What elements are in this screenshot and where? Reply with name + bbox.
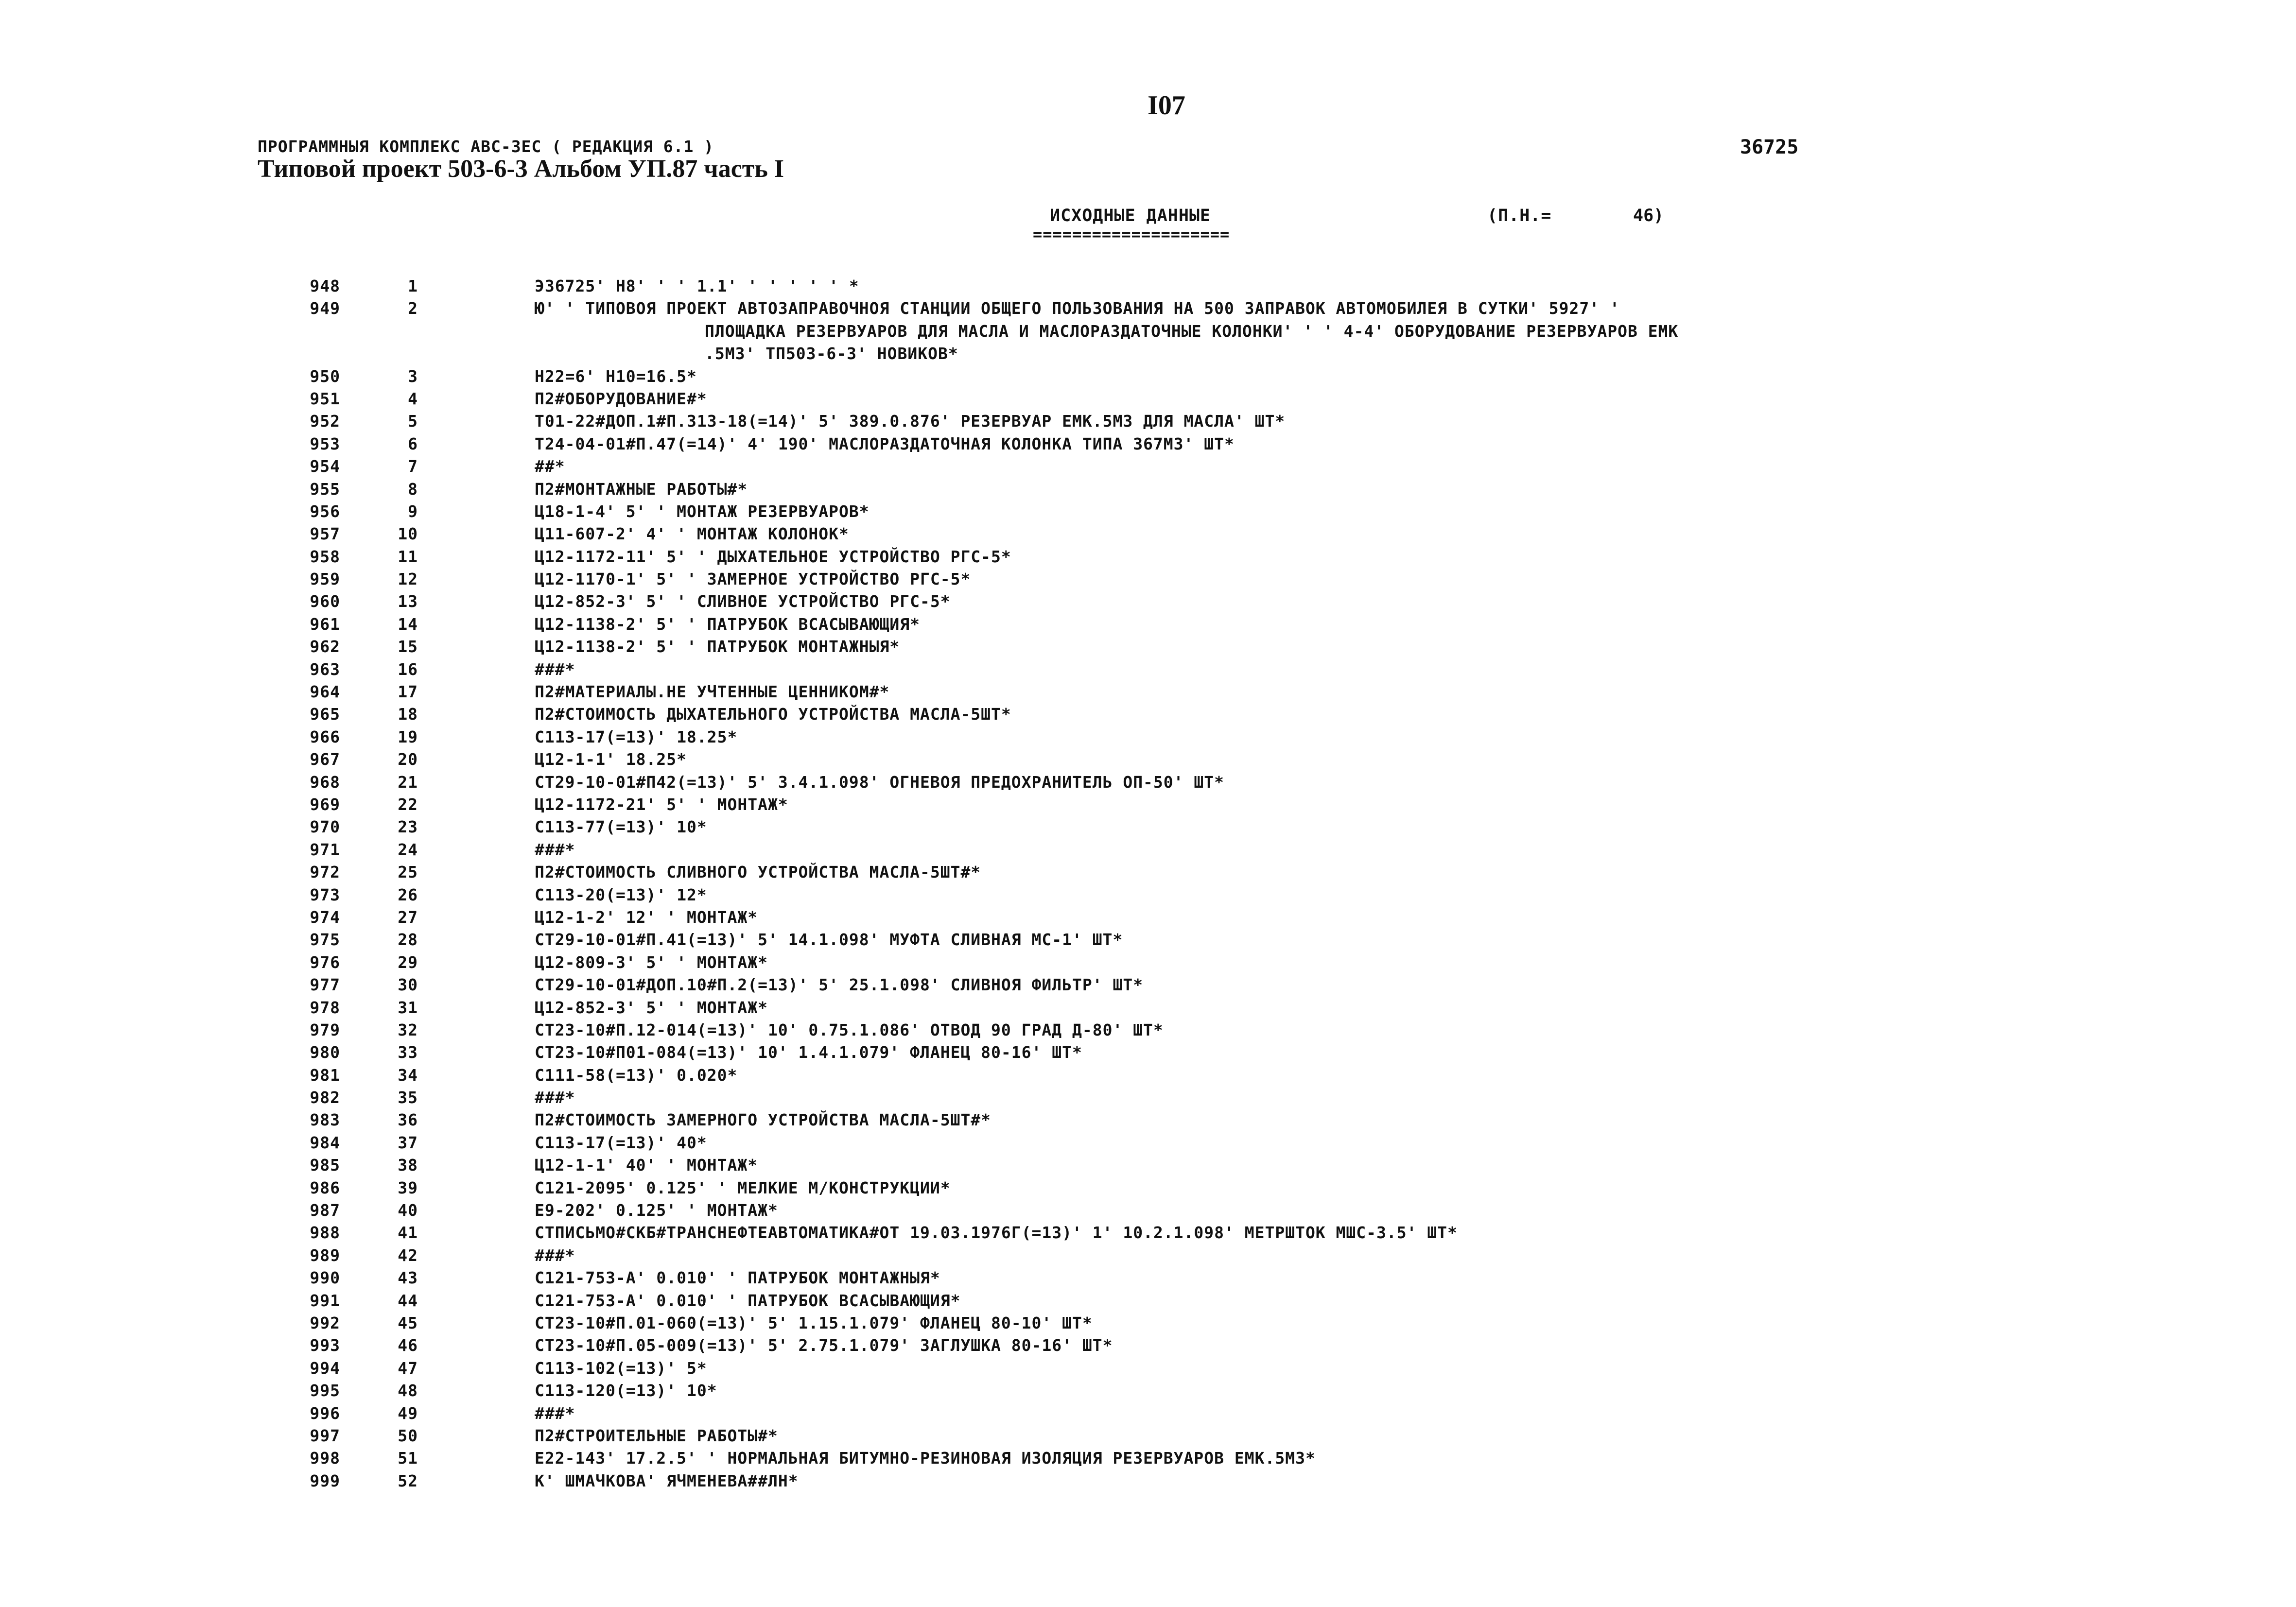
listing-row xyxy=(272,1199,2070,1222)
sequence-number: 10 xyxy=(398,524,418,544)
record-text xyxy=(535,590,951,613)
record-text-line: П2#СТОИМОСТЬ ДЫХАТЕЛЬНОГО УСТРОЙСТВА МАСЛА-5ШТ* xyxy=(535,705,1011,724)
line-number: 955 xyxy=(310,479,340,499)
line-number: 975 xyxy=(310,930,340,950)
record-text-line: П2#МОНТАЖНЫЕ РАБОТЫ#* xyxy=(535,479,748,499)
record-text-line: ###* xyxy=(535,1403,575,1423)
listing-row xyxy=(272,1087,2070,1109)
record-text xyxy=(535,1334,1113,1357)
sequence-number: 17 xyxy=(398,682,418,702)
line-number: 979 xyxy=(310,1020,340,1039)
sequence-number: 45 xyxy=(398,1313,418,1332)
sequence-number: 48 xyxy=(398,1381,418,1400)
sequence-number: 14 xyxy=(398,614,418,634)
listing-row xyxy=(272,1470,2070,1492)
record-text xyxy=(535,703,1011,726)
line-number: 951 xyxy=(310,389,340,408)
record-text-line: Ц12-1172-21' 5' ' МОНТАЖ* xyxy=(535,795,788,814)
section-underline: ==================== xyxy=(1033,225,1230,243)
line-number: 977 xyxy=(310,975,340,995)
sequence-number: 25 xyxy=(398,863,418,882)
sequence-number: 27 xyxy=(398,907,418,927)
line-number: 958 xyxy=(310,547,340,566)
record-text xyxy=(535,1425,778,1447)
record-text-line: СТ23-10#П.01-060(=13)' 5' 1.15.1.079' ФЛАНЕЦ 80-10' ШТ* xyxy=(535,1313,1093,1332)
line-number: 988 xyxy=(310,1223,340,1243)
record-text-line: Ц12-1-1' 18.25* xyxy=(535,750,687,769)
sequence-number: 24 xyxy=(398,840,418,859)
listing-row xyxy=(272,997,2070,1019)
line-number: 954 xyxy=(310,457,340,476)
record-text xyxy=(535,613,920,636)
sequence-number: 28 xyxy=(398,930,418,950)
listing-row xyxy=(272,1357,2070,1380)
listing-row xyxy=(272,455,2070,478)
line-number: 985 xyxy=(310,1156,340,1175)
listing-row xyxy=(272,1019,2070,1041)
pm-label: (П.Н.= xyxy=(1487,206,1552,225)
line-number: 976 xyxy=(310,952,340,972)
line-number: 965 xyxy=(310,705,340,724)
listing-row xyxy=(272,929,2070,951)
source-listing xyxy=(272,275,2070,1492)
listing-row xyxy=(272,546,2070,568)
record-text-line: Ц12-809-3' 5' ' МОНТАЖ* xyxy=(535,952,768,972)
line-number: 948 xyxy=(310,276,340,295)
line-number: 964 xyxy=(310,682,340,702)
record-text-line: П2#ОБОРУДОВАНИЕ#* xyxy=(535,389,707,408)
record-text-line: К' ШМАЧКОВА' ЯЧМЕНЕВА##ЛН* xyxy=(535,1471,799,1490)
line-number: 974 xyxy=(310,907,340,927)
record-text xyxy=(535,478,748,501)
sequence-number: 37 xyxy=(398,1133,418,1152)
sequence-number: 32 xyxy=(398,1020,418,1039)
line-number: 967 xyxy=(310,750,340,769)
line-number: 989 xyxy=(310,1245,340,1265)
line-number: 969 xyxy=(310,795,340,814)
listing-row xyxy=(272,1290,2070,1312)
line-number: 962 xyxy=(310,637,340,657)
record-text xyxy=(535,455,565,478)
record-text xyxy=(535,1132,707,1154)
record-text xyxy=(535,297,1678,365)
record-text xyxy=(535,1470,799,1492)
record-text-line: П2#МАТЕРИАЛЫ.НЕ УЧТЕННЫЕ ЦЕННИКОМ#* xyxy=(535,682,890,702)
listing-row xyxy=(272,410,2070,432)
line-number: 963 xyxy=(310,659,340,679)
line-number: 992 xyxy=(310,1313,340,1332)
project-line: Типовой проект 503-6-3 Альбом УП.87 часть I xyxy=(258,155,784,183)
record-text-line: С113-102(=13)' 5* xyxy=(535,1358,707,1378)
sequence-number: 35 xyxy=(398,1088,418,1107)
sequence-number: 4 xyxy=(408,389,418,408)
sequence-number: 51 xyxy=(398,1449,418,1468)
sequence-number: 13 xyxy=(398,592,418,611)
record-text-line: С113-20(=13)' 12* xyxy=(535,885,707,904)
listing-row xyxy=(272,1177,2070,1199)
record-text-line: С113-17(=13)' 40* xyxy=(535,1133,707,1152)
record-text-line: Ц12-1-2' 12' ' МОНТАЖ* xyxy=(535,907,758,927)
record-text-line: Н22=6' Н10=16.5* xyxy=(535,366,697,386)
line-number: 960 xyxy=(310,592,340,611)
record-text xyxy=(535,839,575,861)
sequence-number: 38 xyxy=(398,1156,418,1175)
listing-row xyxy=(272,1312,2070,1334)
sequence-number: 5 xyxy=(408,412,418,431)
record-text-line: СТ23-10#П.12-014(=13)' 10' 0.75.1.086' ОТВОД 90 ГРАД Д-80' ШТ* xyxy=(535,1020,1164,1039)
record-text xyxy=(535,1177,951,1199)
record-text xyxy=(535,1244,575,1267)
line-number: 982 xyxy=(310,1088,340,1107)
record-text xyxy=(535,523,849,545)
listing-row xyxy=(272,1222,2070,1244)
listing-row xyxy=(272,568,2070,590)
record-text xyxy=(535,1087,575,1109)
listing-row xyxy=(272,1447,2070,1469)
sequence-number: 9 xyxy=(408,501,418,521)
listing-row xyxy=(272,1064,2070,1087)
record-text-line: Ц11-607-2' 4' ' МОНТАЖ КОЛОНОК* xyxy=(535,524,849,544)
sequence-number: 23 xyxy=(398,817,418,837)
record-text xyxy=(535,1109,991,1131)
record-text xyxy=(535,748,687,771)
listing-row xyxy=(272,1109,2070,1131)
record-text xyxy=(535,1447,1316,1469)
listing-row xyxy=(272,1425,2070,1447)
record-text-line: Ю' ' ТИПОВОЯ ПРОЕКТ АВТОЗАПРАВОЧНОЯ СТАНЦИИ ОБЩЕГО ПОЛЬЗОВАНИЯ НА 500 ЗАПРАВОК АВТОМОБИЛЕЯ В СУТКИ' 5927' ' xyxy=(535,299,1620,318)
record-text xyxy=(535,636,900,658)
sequence-number: 12 xyxy=(398,570,418,589)
sequence-number: 8 xyxy=(408,479,418,499)
line-number: 996 xyxy=(310,1403,340,1423)
listing-row xyxy=(272,275,2070,297)
record-text-line: С121-753-А' 0.010' ' ПАТРУБОК МОНТАЖНЫЯ* xyxy=(535,1268,940,1288)
listing-row xyxy=(272,726,2070,748)
record-text xyxy=(535,726,737,748)
line-number: 956 xyxy=(310,501,340,521)
sequence-number: 42 xyxy=(398,1245,418,1265)
line-number: 990 xyxy=(310,1268,340,1288)
line-number: 959 xyxy=(310,570,340,589)
line-number: 993 xyxy=(310,1336,340,1355)
record-text-line: С113-77(=13)' 10* xyxy=(535,817,707,837)
record-text-line: Ц18-1-4' 5' ' МОНТАЖ РЕЗЕРВУАРОВ* xyxy=(535,501,870,521)
listing-row xyxy=(272,884,2070,906)
listing-row xyxy=(272,1267,2070,1289)
sequence-number: 33 xyxy=(398,1043,418,1062)
record-text xyxy=(535,974,1143,996)
record-text xyxy=(535,365,697,388)
record-text-line: С113-17(=13)' 18.25* xyxy=(535,727,738,746)
record-text-line: СТ29-10-01#П42(=13)' 5' 3.4.1.098' ОГНЕВОЯ ПРЕДОХРАНИТЕЛЬ ОП-50' ШТ* xyxy=(535,772,1225,792)
listing-row xyxy=(272,1334,2070,1357)
line-number: 994 xyxy=(310,1358,340,1378)
record-text-line: СТПИСЬМО#СКБ#ТРАНСНЕФТЕАВТОМАТИКА#ОТ 19.03.1976Г(=13)' 1' 10.2.1.098' МЕТРШТОК МШС-3.5' ШТ* xyxy=(535,1223,1458,1243)
record-text-line: СТ23-10#П.05-009(=13)' 5' 2.75.1.079' ЗАГЛУШКА 80-16' ШТ* xyxy=(535,1336,1113,1355)
record-text-line: ###* xyxy=(535,840,575,859)
line-number: 957 xyxy=(310,524,340,544)
record-text xyxy=(535,658,575,681)
record-text xyxy=(535,546,1011,568)
sequence-number: 49 xyxy=(398,1403,418,1423)
sequence-number: 6 xyxy=(408,434,418,453)
sequence-number: 34 xyxy=(398,1065,418,1085)
listing-row xyxy=(272,794,2070,816)
record-text xyxy=(535,997,768,1019)
sequence-number: 20 xyxy=(398,750,418,769)
sequence-number: 21 xyxy=(398,772,418,792)
sequence-number: 36 xyxy=(398,1110,418,1130)
line-number: 987 xyxy=(310,1201,340,1220)
record-text-line: Ц12-1170-1' 5' ' ЗАМЕРНОЕ УСТРОЙСТВО РГС-5* xyxy=(535,570,971,589)
sequence-number: 2 xyxy=(408,299,418,318)
listing-row xyxy=(272,365,2070,388)
listing-row xyxy=(272,478,2070,501)
listing-row xyxy=(272,1380,2070,1402)
record-text-line: С121-753-А' 0.010' ' ПАТРУБОК ВСАСЫВАЮЩИЯ* xyxy=(535,1291,961,1310)
sequence-number: 15 xyxy=(398,637,418,657)
sequence-number: 11 xyxy=(398,547,418,566)
listing-row xyxy=(272,816,2070,838)
record-text-line: С121-2095' 0.125' ' МЕЛКИЕ М/КОНСТРУКЦИИ* xyxy=(535,1178,951,1197)
line-number: 991 xyxy=(310,1291,340,1310)
program-complex-line: ПРОГРАММНЫЯ КОМПЛЕКС АВС-ЗЕС ( РЕДАКЦИЯ 6.1 ) xyxy=(258,137,714,156)
sequence-number: 31 xyxy=(398,998,418,1017)
line-number: 998 xyxy=(310,1449,340,1468)
line-number: 950 xyxy=(310,366,340,386)
line-number: 970 xyxy=(310,817,340,837)
record-text xyxy=(535,1064,737,1087)
record-text xyxy=(535,1290,960,1312)
record-text xyxy=(535,1199,778,1222)
record-text-line: С113-120(=13)' 10* xyxy=(535,1381,717,1400)
record-text-line: Т24-04-01#П.47(=14)' 4' 190' МАСЛОРАЗДАТОЧНАЯ КОЛОНКА ТИПА 367М3' ШТ* xyxy=(535,434,1235,453)
record-text xyxy=(535,1019,1164,1041)
record-text-line: ###* xyxy=(535,659,575,679)
page-number: I07 xyxy=(1148,90,1185,121)
listing-row xyxy=(272,1132,2070,1154)
record-text-line: Ц12-852-3' 5' ' СЛИВНОЕ УСТРОЙСТВО РГС-5* xyxy=(535,592,951,611)
record-text xyxy=(535,951,768,974)
record-text-line: СТ29-10-01#П.41(=13)' 5' 14.1.098' МУФТА СЛИВНАЯ МС-1' ШТ* xyxy=(535,930,1123,950)
record-text-line: Ц12-1138-2' 5' ' ПАТРУБОК МОНТАЖНЫЯ* xyxy=(535,637,900,657)
sequence-number: 41 xyxy=(398,1223,418,1243)
sequence-number: 19 xyxy=(398,727,418,746)
listing-row xyxy=(272,501,2070,523)
sequence-number: 52 xyxy=(398,1471,418,1490)
sequence-number: 29 xyxy=(398,952,418,972)
line-number: 973 xyxy=(310,885,340,904)
record-text-line: СТ23-10#П01-084(=13)' 10' 1.4.1.079' ФЛАНЕЦ 80-16' ШТ* xyxy=(535,1043,1082,1062)
record-text-line: ПЛОЩАДКА РЕЗЕРВУАРОВ ДЛЯ МАСЛА И МАСЛОРАЗДАТОЧНЫЕ КОЛОНКИ' ' ' 4-4' ОБОРУДОВАНИЕ РЕЗЕРВУАРОВ ЕМК xyxy=(705,321,1679,341)
listing-row xyxy=(272,297,2070,365)
listing-row xyxy=(272,1041,2070,1064)
sequence-number: 47 xyxy=(398,1358,418,1378)
sequence-number: 18 xyxy=(398,705,418,724)
record-text xyxy=(535,1380,717,1402)
document-code: 36725 xyxy=(1740,136,1799,158)
listing-row xyxy=(272,703,2070,726)
record-text-line: СТ29-10-01#ДОП.10#П.2(=13)' 5' 25.1.098' СЛИВНОЯ ФИЛЬТР' ШТ* xyxy=(535,975,1144,995)
record-text-line: Ц12-1172-11' 5' ' ДЫХАТЕЛЬНОЕ УСТРОЙСТВО РГС-5* xyxy=(535,547,1011,566)
pm-value: 46) xyxy=(1633,206,1664,225)
line-number: 953 xyxy=(310,434,340,453)
sequence-number: 26 xyxy=(398,885,418,904)
line-number: 966 xyxy=(310,727,340,746)
listing-row xyxy=(272,590,2070,613)
listing-row xyxy=(272,658,2070,681)
record-text xyxy=(535,906,758,929)
record-text-line: С111-58(=13)' 0.020* xyxy=(535,1065,738,1085)
record-text-line: Е9-202' 0.125' ' МОНТАЖ* xyxy=(535,1201,778,1220)
record-text xyxy=(535,501,870,523)
record-text xyxy=(535,884,707,906)
record-text-line: П2#СТОИМОСТЬ ЗАМЕРНОГО УСТРОЙСТВА МАСЛА-5ШТ#* xyxy=(535,1110,991,1130)
record-text xyxy=(535,1357,707,1380)
record-text xyxy=(535,1312,1093,1334)
record-text-line: Т01-22#ДОП.1#П.313-18(=14)' 5' 389.0.876' РЕЗЕРВУАР ЕМК.5М3 ДЛЯ МАСЛА' ШТ* xyxy=(535,412,1286,431)
listing-row xyxy=(272,1402,2070,1425)
record-text xyxy=(535,681,889,703)
record-text-line: ##* xyxy=(535,457,565,476)
listing-row xyxy=(272,906,2070,929)
sequence-number: 44 xyxy=(398,1291,418,1310)
record-text xyxy=(535,433,1235,455)
record-text xyxy=(535,929,1123,951)
section-title: ИСХОДНЫЕ ДАННЫЕ xyxy=(1050,206,1211,225)
line-number: 961 xyxy=(310,614,340,634)
sequence-number: 50 xyxy=(398,1426,418,1445)
record-text-line: П2#СТОИМОСТЬ СЛИВНОГО УСТРОЙСТВА МАСЛА-5ШТ#* xyxy=(535,863,981,882)
record-text xyxy=(535,771,1224,794)
line-number: 978 xyxy=(310,998,340,1017)
record-text xyxy=(535,1222,1458,1244)
record-text xyxy=(535,816,707,838)
line-number: 980 xyxy=(310,1043,340,1062)
line-number: 971 xyxy=(310,840,340,859)
record-text xyxy=(535,861,981,883)
record-text-line: ###* xyxy=(535,1088,575,1107)
record-text xyxy=(535,388,707,410)
record-text xyxy=(535,1402,575,1425)
line-number: 997 xyxy=(310,1426,340,1445)
listing-row xyxy=(272,748,2070,771)
listing-row xyxy=(272,681,2070,703)
sequence-number: 7 xyxy=(408,457,418,476)
record-text-line: Ц12-1-1' 40' ' МОНТАЖ* xyxy=(535,1156,758,1175)
record-text-line: Е22-143' 17.2.5' ' НОРМАЛЬНАЯ БИТУМНО-РЕЗИНОВАЯ ИЗОЛЯЦИЯ РЕЗЕРВУАРОВ ЕМК.5М3* xyxy=(535,1449,1316,1468)
record-text xyxy=(535,1267,940,1289)
line-number: 972 xyxy=(310,863,340,882)
record-text-line: П2#СТРОИТЕЛЬНЫЕ РАБОТЫ#* xyxy=(535,1426,778,1445)
record-text xyxy=(535,410,1285,432)
listing-row xyxy=(272,613,2070,636)
record-text xyxy=(535,794,788,816)
record-text xyxy=(535,1154,758,1176)
listing-row xyxy=(272,523,2070,545)
line-number: 968 xyxy=(310,772,340,792)
record-text-line: Ц12-852-3' 5' ' МОНТАЖ* xyxy=(535,998,768,1017)
line-number: 999 xyxy=(310,1471,340,1490)
listing-row xyxy=(272,433,2070,455)
record-text xyxy=(535,275,859,297)
record-text-line: ###* xyxy=(535,1245,575,1265)
sequence-number: 3 xyxy=(408,366,418,386)
sequence-number: 39 xyxy=(398,1178,418,1197)
sequence-number: 1 xyxy=(408,276,418,295)
listing-row xyxy=(272,1154,2070,1176)
sequence-number: 16 xyxy=(398,659,418,679)
record-text-line: Э36725' Н8' ' ' 1.1' ' ' ' ' ' * xyxy=(535,276,859,295)
line-number: 986 xyxy=(310,1178,340,1197)
sequence-number: 43 xyxy=(398,1268,418,1288)
listing-row xyxy=(272,861,2070,883)
line-number: 952 xyxy=(310,412,340,431)
sequence-number: 30 xyxy=(398,975,418,995)
listing-row xyxy=(272,974,2070,996)
sequence-number: 40 xyxy=(398,1201,418,1220)
record-text-line: .5М3' ТП503-6-3' НОВИКОВ* xyxy=(705,344,958,363)
line-number: 981 xyxy=(310,1065,340,1085)
listing-row xyxy=(272,388,2070,410)
line-number: 995 xyxy=(310,1381,340,1400)
line-number: 983 xyxy=(310,1110,340,1130)
listing-row xyxy=(272,636,2070,658)
listing-row xyxy=(272,839,2070,861)
record-text xyxy=(535,1041,1082,1064)
sequence-number: 22 xyxy=(398,795,418,814)
listing-row xyxy=(272,1244,2070,1267)
sequence-number: 46 xyxy=(398,1336,418,1355)
record-text-line: Ц12-1138-2' 5' ' ПАТРУБОК ВСАСЫВАЮЩИЯ* xyxy=(535,614,920,634)
line-number: 984 xyxy=(310,1133,340,1152)
line-number: 949 xyxy=(310,299,340,318)
record-text xyxy=(535,568,971,590)
listing-row xyxy=(272,771,2070,794)
listing-row xyxy=(272,951,2070,974)
